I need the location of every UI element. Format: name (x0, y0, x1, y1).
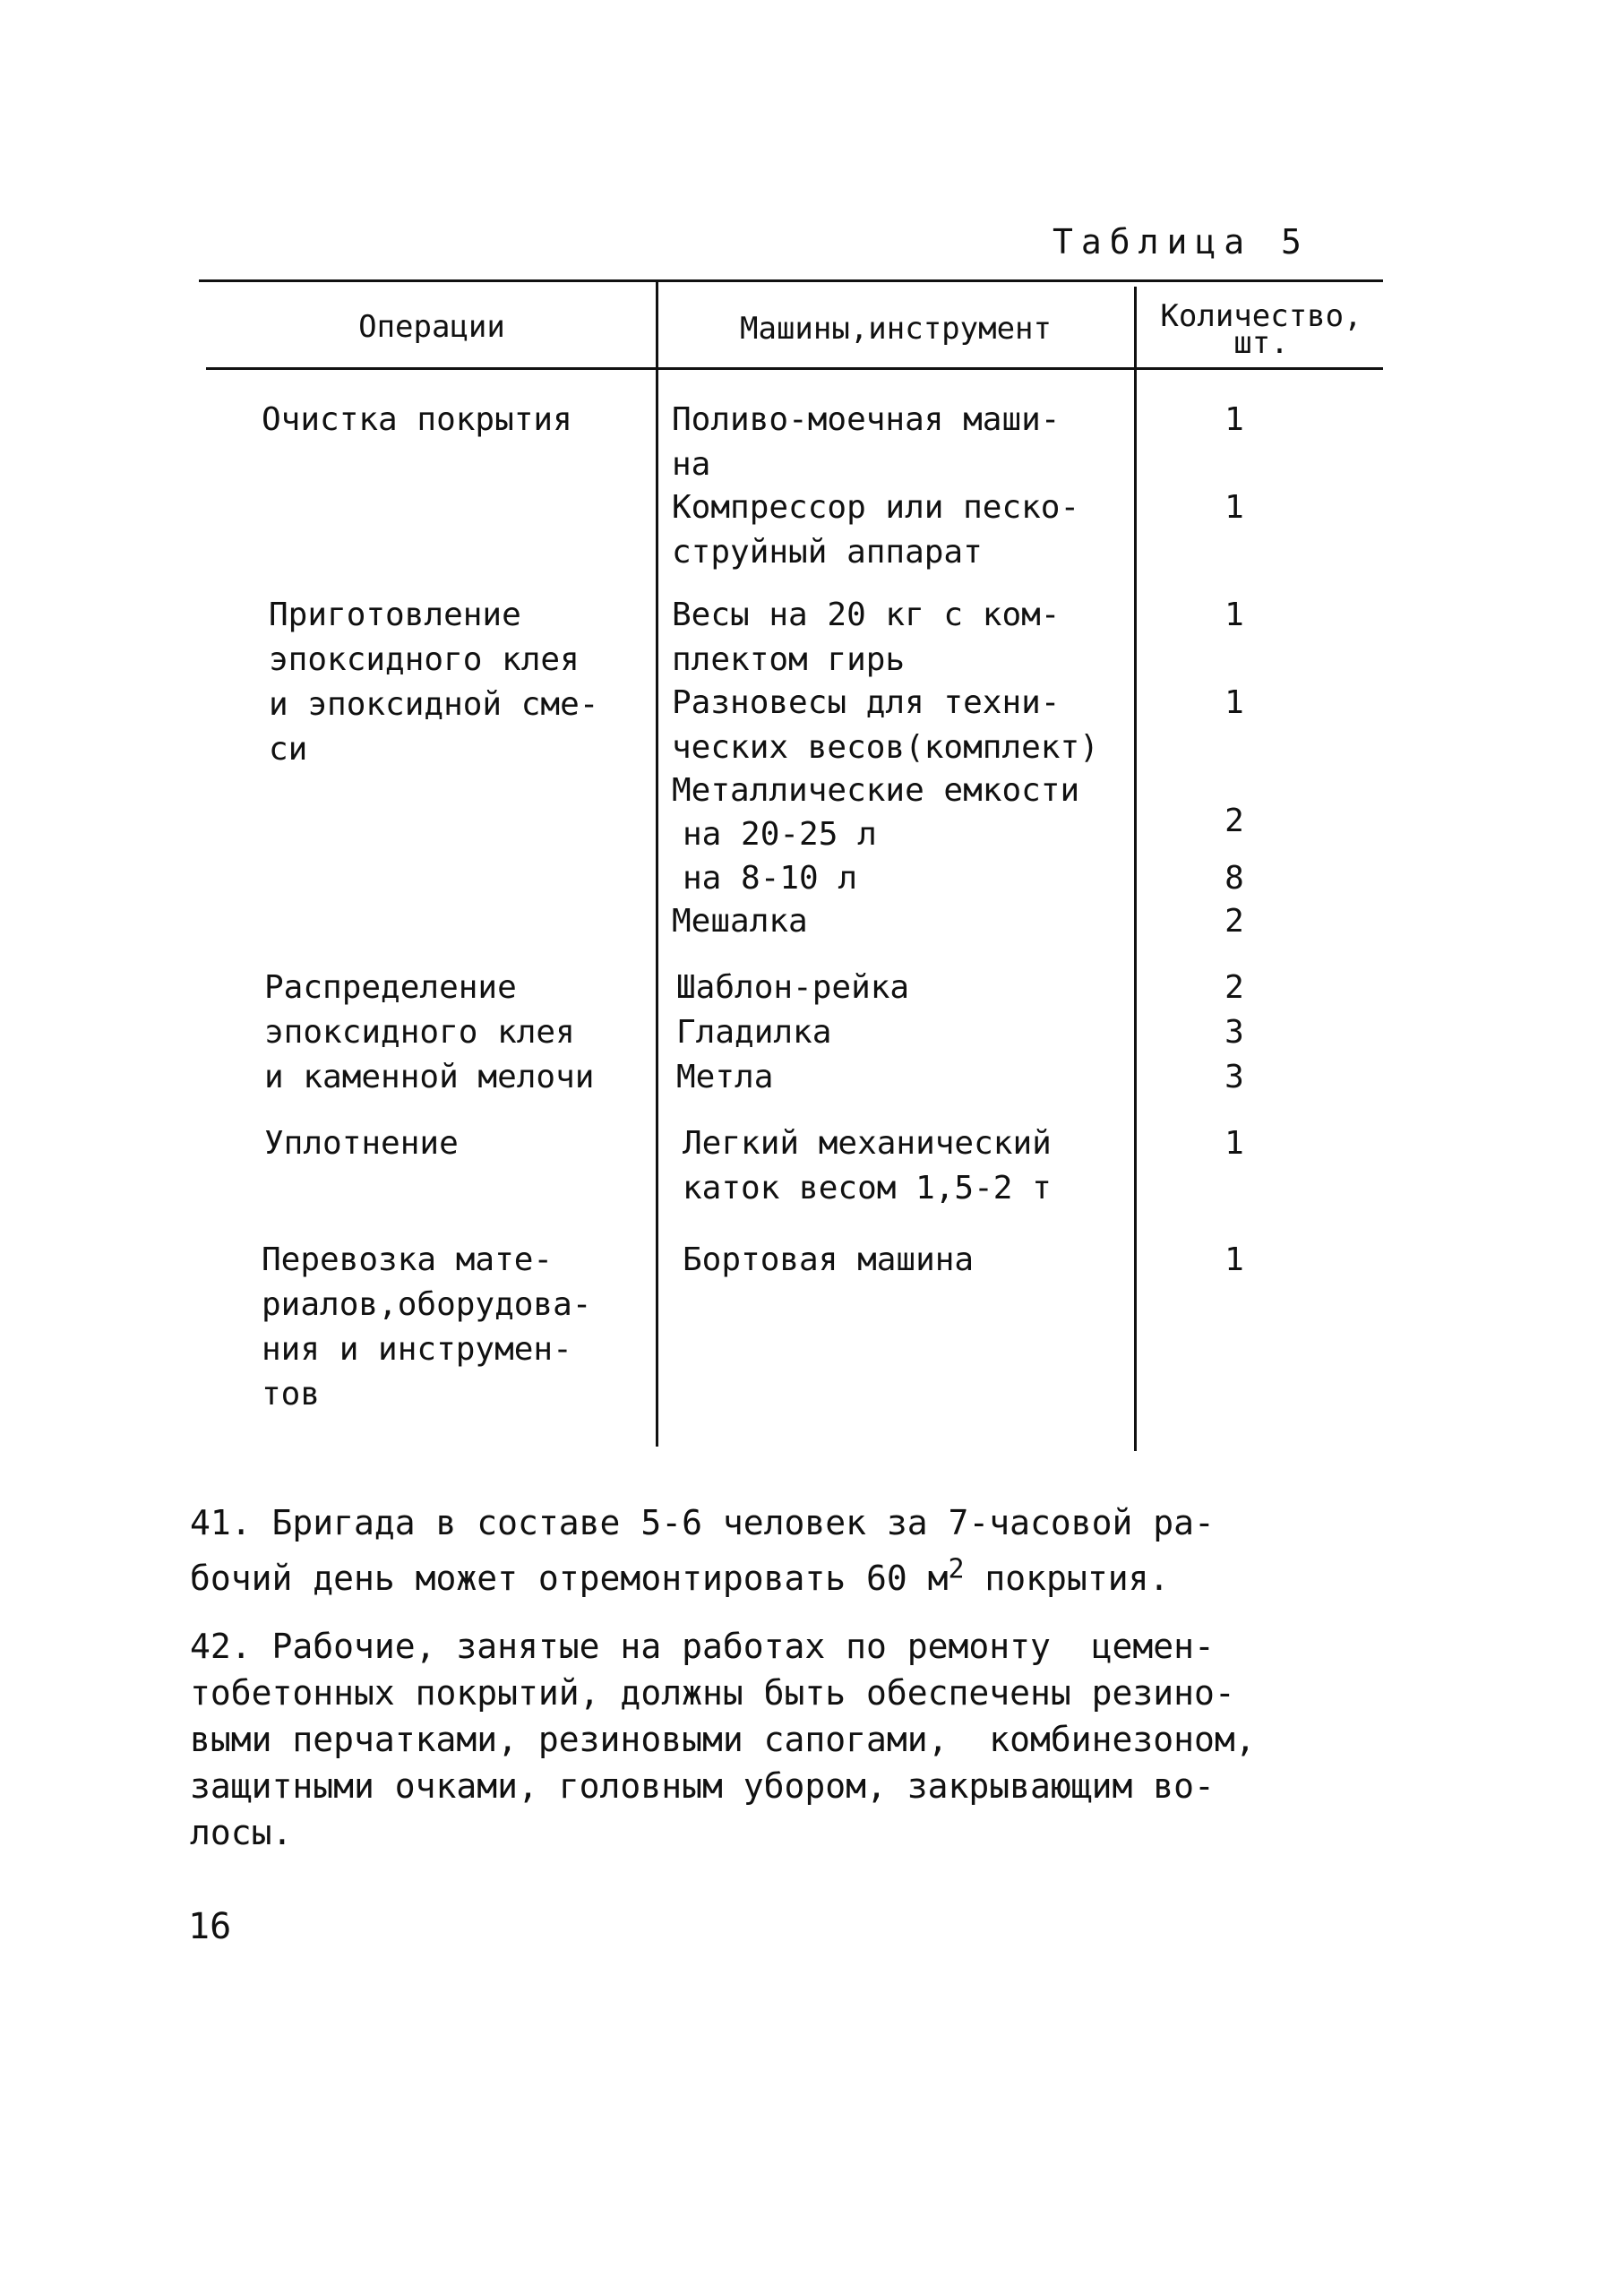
header-quantity (1136, 298, 1387, 361)
paragraph-42: 42. Рабочие, занятые на работах по ремонту цемен- тобетонных покрытий, должны быть обеспечены резино- выми перчатками, резиновыми сапогами, комбинезоном, защитными очками, головным убором, закрывающим во- лосы. (190, 1627, 1256, 1852)
header-operations: Операции (358, 309, 505, 345)
machine-cell: Шаблон-рейка (676, 969, 910, 1006)
operation-cell: Распределение эпоксидного клея и каменной мелочи (264, 969, 595, 1095)
machine-cell: Металлические емкости (672, 772, 1080, 809)
paragraph-41 (190, 1499, 1381, 1602)
machine-cell: Метла (676, 1059, 774, 1095)
table-header-rule (206, 367, 1383, 370)
quantity-cell: 8 (1224, 860, 1244, 897)
machine-cell: Компрессор или песко- струйный аппарат (672, 489, 1080, 571)
quantity-cell: 2 (1224, 803, 1244, 839)
quantity-cell: 1 (1224, 1241, 1244, 1278)
machine-cell: Поливо-моечная маши- на (672, 401, 1061, 483)
machine-cell: на 8-10 л (683, 860, 858, 897)
machine-cell: Мешалка (672, 903, 808, 940)
page-number: 16 (188, 1906, 232, 1947)
quantity-cell: 1 (1224, 684, 1244, 721)
table-caption: Таблица 5 (1053, 222, 1310, 262)
paragraph-41-line1: 41. Бригада в составе 5-6 человек за 7-часовой ра- (190, 1503, 1215, 1542)
machine-cell: Разновесы для техни- ческих весов(комплект) (672, 684, 1099, 766)
header-quantity-line1: Количество, (1160, 298, 1362, 334)
operation-cell: Уплотнение (264, 1125, 459, 1162)
column-divider-2 (1134, 287, 1137, 1451)
machine-cell: Легкий механический каток весом 1,5-2 т (683, 1125, 1052, 1207)
header-machines: Машины,инструмент (740, 311, 1052, 347)
quantity-cell: 1 (1224, 1125, 1244, 1162)
header-quantity-line2: шт. (1233, 325, 1289, 361)
quantity-cell: 1 (1224, 401, 1244, 438)
machine-cell: Весы на 20 кг с ком- плектом гирь (672, 597, 1061, 678)
quantity-cell: 3 (1224, 1059, 1244, 1095)
quantity-cell: 2 (1224, 969, 1244, 1006)
quantity-cell: 2 (1224, 903, 1244, 940)
operation-cell: Перевозка мате- риалов,оборудова- ния и инструмен- тов (262, 1241, 592, 1413)
machine-cell: на 20-25 л (683, 816, 877, 853)
operation-cell: Очистка покрытия (262, 401, 572, 438)
machine-cell: Бортовая машина (683, 1241, 975, 1278)
quantity-cell: 1 (1224, 489, 1244, 526)
paragraph-41-line2: бочий день может отремонтировать 60 $м^2$ покрытия. (190, 1553, 1170, 1598)
quantity-cell: 1 (1224, 597, 1244, 633)
operation-cell: Приготовление эпоксидного клея и эпоксидной сме- си (269, 597, 599, 768)
table-top-rule (199, 279, 1383, 282)
machine-cell: Гладилка (676, 1014, 832, 1051)
column-divider-1 (656, 282, 658, 1447)
quantity-cell: 3 (1224, 1014, 1244, 1051)
